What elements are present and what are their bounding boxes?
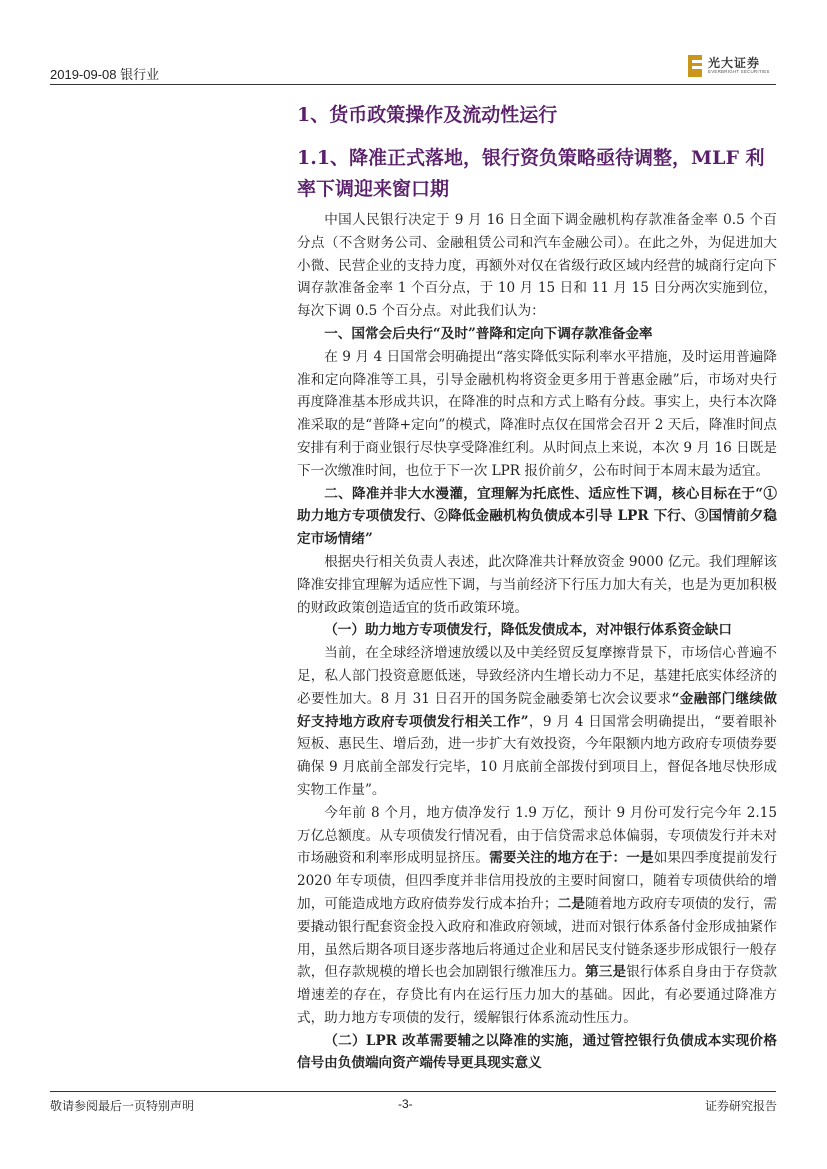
paragraph: 在 9 月 4 日国常会明确提出“落实降低实际利率水平措施，及时运用普遍降准和定向降准等工具，引导金融机构将资金更多用于普惠金融”后，市场对央行再度降准基本形成共识，在降准的时点和方式上略有分歧。事实上，央行本次降准采取的是“普降+定向”的模式，降准时点仅在国常会召开 2 天后，降准时间点安排有利于商业银行尽快享受降准红利。从时间点上来说，本次 9 月 16 日既是下一次缴准时间，也位于下一次 LPR 报价前夕，公布时间于本周末最为适宜。 — [297, 348, 777, 479]
text-run: ，9 月 4 日国常会明确提出，“要着眼补短板、惠民生、增后劲，进一步扩大有效投资，今年限额内地方政府专项债券要确保 9 月底前全部发行完毕，10 月底前全部拨付到项目上，督促各地尽快形成实物工作量”。 — [297, 713, 777, 798]
company-logo — [688, 55, 778, 79]
paragraph: 中国人民银行决定于 9 月 16 日全面下调金融机构存款准备金率 0.5 个百分点（不含财务公司、金融租赁公司和汽车金融公司）。在此之外，为促进加大小微、民营企业的支持力度，再额外对仅在省级行政区域内经营的城商行定向下调存款准备金率 1 个百分点，于 10 月 15 日和 11 月 15 日分两次实施到位，每次下调 0.5 个百分点。对此我们认为： — [297, 212, 777, 320]
text-run: 随着地方政府专项债的发行，需要撬动银行配套资金投入政府和准政府领域，进而对银行体系备付金形成抽紧作用，虽然后期各项目逐步落地后将通过企业和居民支付链条逐步形成银行一般存款，但存款规模的增长也会加剧银行缴准压力。 — [297, 895, 778, 981]
subsection-heading: 1.1、降准正式落地，银行资负策略亟待调整，MLF 利率下调迎来窗口期 — [297, 147, 765, 200]
text-run: 当前，在全球经济增速放缓以及中美经贸反复摩擦背景下，市场信心普遍不足，私人部门投资意愿低迷，导致经济内生增长动力不足，基建托底实体经济的必要性加大。8 月 31 日召开的国务院金融委第七次会议要求 — [297, 645, 777, 707]
footer-rule — [50, 1091, 776, 1092]
footer-report-type: 证券研究报告 — [704, 1099, 777, 1113]
section-heading: 1、货币政策操作及流动性运行 — [297, 104, 558, 126]
page-number: -3- — [398, 1097, 413, 1111]
paragraph — [297, 642, 777, 802]
text-run-bold: 第三是 — [585, 964, 627, 981]
sub-point-heading: （二）LPR 改革需要辅之以降准的实施，通过管控银行负债成本实现价格信号由负债端向资产端传导更具现实意义 — [297, 1032, 777, 1072]
text-run-bold: 二是 — [557, 895, 586, 912]
logo-icon — [688, 55, 702, 77]
sub-point-heading: （一）助力地方专项债发行，降低发债成本，对冲银行体系资金缺口 — [324, 622, 732, 639]
logo-text-en: EVERBRIGHT SECURITIES — [708, 69, 770, 74]
point-heading: 一、国常会后央行“及时”普降和定向下调存款准备金率 — [324, 325, 653, 342]
text-run: 银行体系自身由于存贷款增速差的存在，存贷比有内在运行压力加大的基础。因此，有必要通过降准方式，助力地方专项债的发行，缓解银行体系流动性压力。 — [297, 964, 778, 1026]
text-run: 如果四季度提前发行 2020 年专项债，但四季度并非信用投放的主要时间窗口，随着专项债供给的增加，可能造成地方政府债券发行成本抬升； — [297, 850, 778, 912]
paragraph — [297, 802, 777, 1030]
header-rule — [50, 84, 776, 85]
body-text — [297, 209, 777, 1075]
point-heading: 二、降准并非大水漫灌，宜理解为托底性、适应性下调，核心目标在于“①助力地方专项债发行、②降低金融机构负债成本引导 LPR 下行、③国情前夕稳定市场情绪” — [297, 485, 777, 548]
footer-disclaimer: 敬请参阅最后一页特别声明 — [50, 1099, 195, 1113]
paragraph: 根据央行相关负责人表述，此次降准共计释放资金 9000 亿元。我们理解该降准安排宜理解为适应性下调，与当前经济下行压力加大有关，也是为更加积极的财政政策创造适宜的货币政策环境。 — [297, 553, 777, 616]
text-run-bold: 需要关注的地方在于：一是 — [489, 850, 654, 867]
logo-text-cn: 光大证券 — [708, 56, 761, 70]
text-run-bold: “金融部门继续做好支持地方政府专项债发行相关工作” — [297, 690, 777, 730]
text-run: 今年前 8 个月，地方债净发行 1.9 万亿，预计 9 月份可发行完今年 2.15 万亿总额度。从专项债发行情况看，由于信贷需求总体偏弱，专项债发行并未对市场融资和利率形成明显挤压。 — [297, 804, 777, 867]
header-date-section: 2019-09-08 银行业 — [50, 67, 160, 82]
